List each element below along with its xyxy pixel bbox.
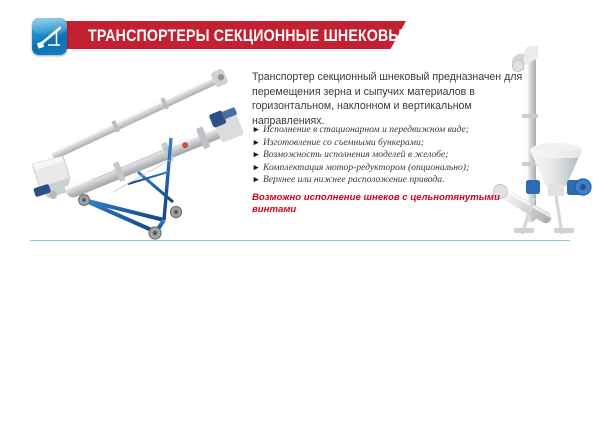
list-item [252,137,552,149]
triangle-bullet-icon: ► [252,149,261,160]
product-description [252,70,542,128]
triangle-bullet-icon: ► [252,174,261,185]
feature-text: Исполнение в стационарном и передвижном виде; [263,124,469,135]
feature-text: Верхнее или нижнее расположение привода. [263,174,445,186]
page-title: ТРАНСПОРТЕРЫ СЕКЦИОННЫЕ ШНЕКОВЫЕ [88,27,413,45]
auger-conveyor-glyph [32,18,67,55]
product-image-mobile-auger [18,52,250,240]
auger-conveyor-icon [32,18,67,55]
feature-list [252,124,552,187]
highlight-note: Возможно исполнение шнеков с цельнотянутыми винтами [252,192,500,216]
list-item [252,124,552,136]
list-item [252,174,552,186]
list-item [252,149,552,161]
feature-text: Комплектация мотор-редуктором (опционально); [263,161,470,173]
feature-text: Возможность исполнения моделей в желобе; [263,149,449,161]
description-paragraph: Транспортер секционный шнековый предназначен для перемещения зерна и сыпучих материалов в горизонтальном, наклонном и вертикальном направлениях. [252,71,523,127]
triangle-bullet-icon: ► [252,124,261,134]
list-item [252,162,552,174]
section-divider [30,240,570,241]
feature-text: Изготовление со съемными бункерами; [263,136,424,148]
triangle-bullet-icon: ► [252,161,261,172]
triangle-bullet-icon: ► [252,136,261,147]
